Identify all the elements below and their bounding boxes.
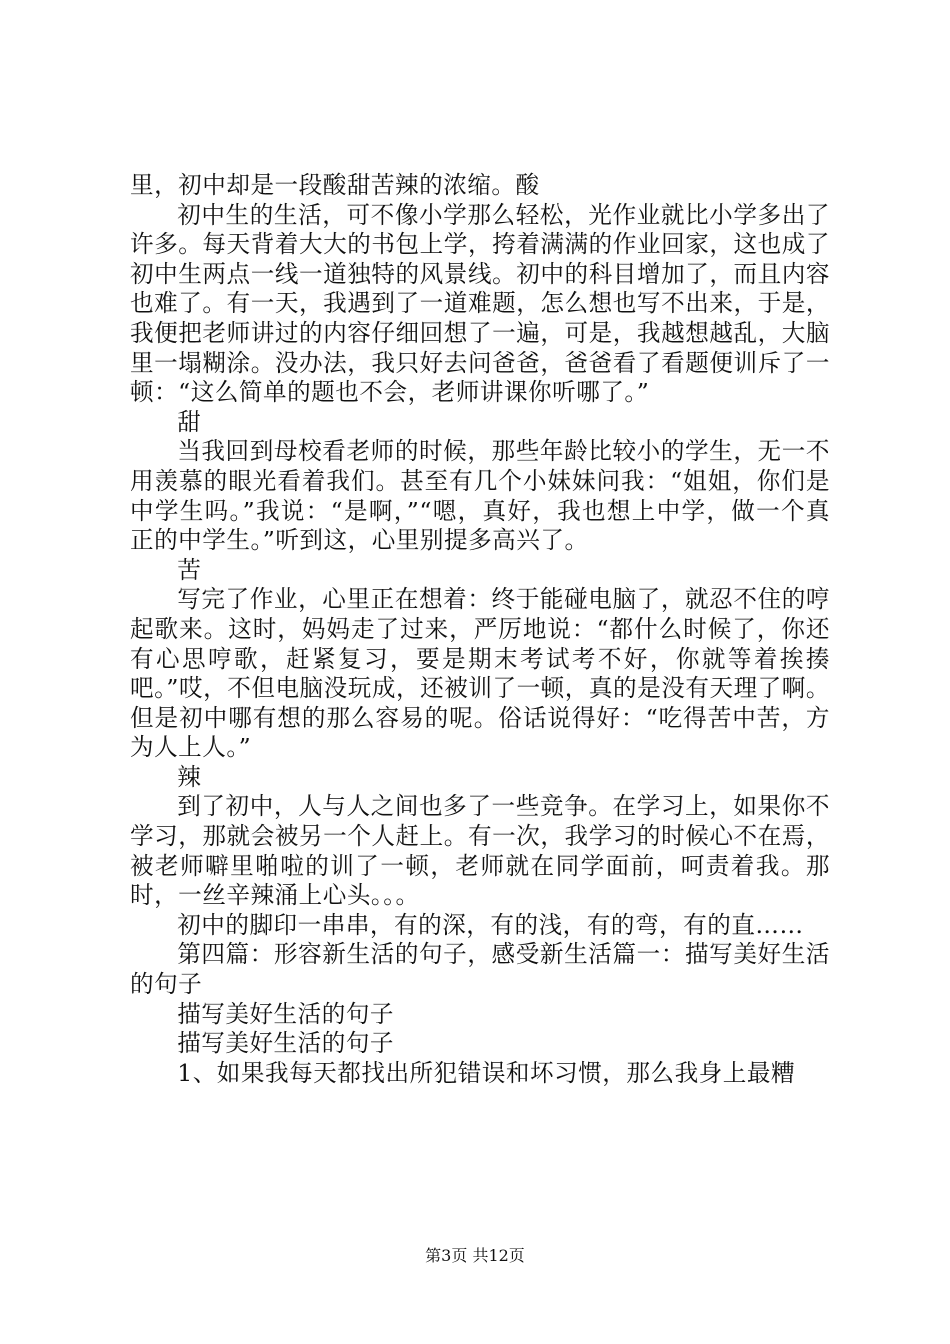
paragraph: 写完了作业，心里正在想着：终于能碰电脑了，就忍不住的哼起歌来。这时，妈妈走了过来，严厉地说：“都什么时候了，你还有心思哼歌，赶紧复习，要是期末考试考不好，你就等着挨揍吧。”哎，不但电脑没玩成，还被训了一顿，真的是没有天理了啊。但是初中哪有想的那么容易的呢。俗话说得好：“吃得苦中苦，方为人上人。”: [130, 585, 830, 762]
paragraph: 里，初中却是一段酸甜苦辣的浓缩。酸: [130, 171, 540, 199]
paragraph: 初中生的生活，可不像小学那么轻松，光作业就比小学多出了许多。每天背着大大的书包上学，挎着满满的作业回家，这也成了初中生两点一线一道独特的风景线。初中的科目增加了，而且内容也难了。有一天，我遇到了一道难题，怎么想也写不出来，于是，我便把老师讲过的内容仔细回想了一遍，可是，我越想越乱，大脑里一塌糊涂。没办法，我只好去问爸爸，爸爸看了看题便训斥了一顿：“这么简单的题也不会，老师讲课你听哪了。”: [130, 200, 830, 407]
subheading: 描写美好生活的句子: [177, 1029, 395, 1058]
section-heading-spicy: 辣: [177, 762, 202, 791]
document-body: [130, 171, 830, 1088]
section-heading-sweet: 甜: [177, 407, 202, 436]
page-number-footer: 第3页 共12页: [425, 1246, 525, 1265]
paragraph: 当我回到母校看老师的时候，那些年龄比较小的学生，无一不用羡慕的眼光看着我们。甚至有几个小妹妹问我：“姐姐，你们是中学生吗。”我说：“是啊，”“嗯，真好，我也想上中学，做一个真正的中学生。”听到这，心里别提多高兴了。: [130, 437, 830, 555]
chapter-heading: 第四篇：形容新生活的句子，感受新生活篇一：描写美好生活的句子: [130, 940, 830, 999]
list-item: 1、如果我每天都找出所犯错误和坏习惯，那么我身上最糟: [177, 1058, 796, 1087]
paragraph: 初中的脚印一串串，有的深，有的浅，有的弯，有的直……: [177, 910, 804, 939]
section-heading-bitter: 苦: [177, 555, 202, 584]
subheading: 描写美好生活的句子: [177, 999, 395, 1028]
paragraph: 到了初中，人与人之间也多了一些竞争。在学习上，如果你不学习，那就会被另一个人赶上。有一次，我学习的时候心不在焉，被老师噼里啪啦的训了一顿，老师就在同学面前，呵责着我。那时，一丝辛辣涌上心头。。。: [130, 792, 830, 910]
